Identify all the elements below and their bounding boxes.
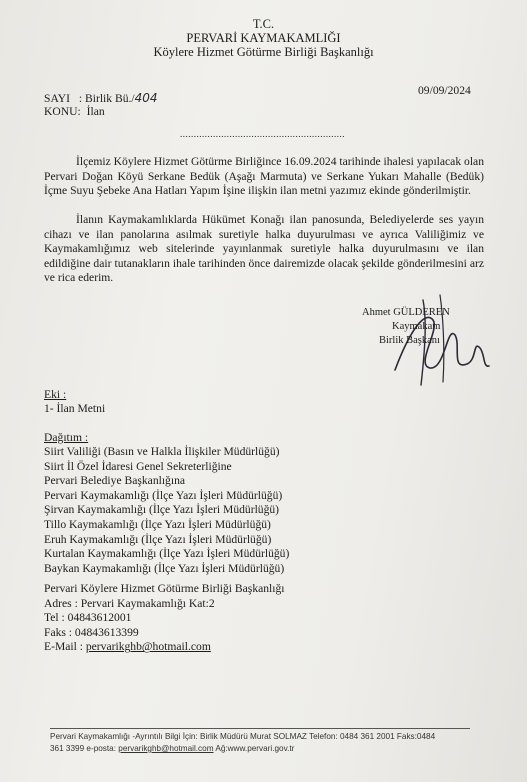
paragraph-2-text: İlanın Kaymakamlıklarda Hükümet Konağı ilan panosunda, Belediyelerde ses yayın cihazı ve ilan panolarına asılmak suretiyle halka duyurulması ve ayrıca Valiliğimiz ve Kaymakamlığımız web sitelerinde yayınlanmak suretiyle halka duyurulmasını ve ilan edildiğine dair tutanakların ihale tarihinden önce dairemizde olacak şekilde gönderilmesini arz ve rica ederim. (44, 213, 484, 285)
konu-row (44, 105, 105, 120)
contact-email-row (44, 640, 484, 655)
list-item: Tillo Kaymakamlığı (İlçe Yazı İşleri Müdürlüğü) (44, 517, 271, 531)
list-item: Eruh Kaymakamlığı (İlçe Yazı İşleri Müdürlüğü) (44, 532, 272, 546)
list-item: Pervari Kaymakamlığı (İlçe Yazı İşleri Müdürlüğü) (44, 488, 283, 502)
attachment-item: 1- İlan Metni (44, 402, 106, 415)
sayi-number: 404 (134, 91, 158, 105)
list-item: Siirt Valiliği (Basın ve Halkla İlişkiler Müdürlüğü) (44, 445, 280, 458)
konu-label: KONU: (44, 105, 81, 118)
contact-tel: Tel : 04843612001 (44, 611, 132, 625)
list-item: Kurtalan Kaymakamlığı (İlçe Yazı İşleri Müdürlüğü) (44, 547, 290, 561)
distribution-list (44, 445, 484, 576)
footer-website: Ağ:www.pervari.gov.tr (213, 744, 295, 753)
contact-block (44, 582, 484, 655)
footer-rule (50, 728, 470, 729)
signatory-name: Ahmet GÜLDEREN (362, 307, 450, 318)
footer-email-link[interactable]: pervarikghb@hotmail.com (118, 744, 214, 753)
sayi-label: SAYI (44, 92, 70, 105)
footer-line-1: Pervari Kaymakamlığı -Ayrıntılı Bilgi İçin: Birlik Müdürü Murat SOLMAZ Telefon: 0484 361 2001 Faks:0484 (50, 732, 436, 741)
list-item: Siirt İl Özel İdaresi Genel Sekreterliğine (44, 459, 232, 473)
contact-fax: Faks : 04843613399 (44, 625, 139, 639)
list-item: Baykan Kaymakamlığı (İlçe Yazı İşleri Müdürlüğü) (44, 561, 285, 575)
sayi-value: : Birlik Bü./ (78, 92, 135, 105)
footer-line-2-start: 361 3399 e-posta: (50, 744, 119, 753)
konu-value: İlan (86, 105, 105, 118)
attachments-label: Eki : (44, 388, 67, 401)
footer-line-2 (50, 743, 520, 755)
contact-org: Pervari Köylere Hizmet Götürme Birliği Başkanlığı (44, 582, 285, 595)
signatory-title: Kaymakam (392, 321, 441, 332)
header-kaymakamlik: PERVARİ KAYMAKAMLIĞI (186, 31, 341, 45)
signatory-position: Birlik Başkanı (379, 335, 440, 346)
header-tc: T.C. (252, 17, 275, 31)
body-paragraph-2 (44, 213, 484, 286)
footer (50, 731, 520, 755)
list-item: Pervari Belediye Başkanlığına (44, 474, 186, 488)
header-birlik: Köylere Hizmet Götürme Birliği Başkanlığı (153, 45, 374, 59)
list-item: Şirvan Kaymakamlığı (İlçe Yazı İşleri Müdürlüğü) (44, 503, 280, 517)
contact-address: Adres : Pervari Kaymakamlığı Kat:2 (44, 596, 215, 610)
distribution-label: Dağıtım : (44, 431, 89, 444)
contact-email-link[interactable]: pervarikghb@hotmail.com (85, 640, 211, 654)
contact-email-label: E-Mail : (44, 640, 86, 654)
document-date: 09/09/2024 (418, 84, 471, 97)
body-paragraph-1 (44, 155, 484, 199)
paragraph-1-text: İlçemiz Köylere Hizmet Götürme Birliğince 16.09.2024 tarihinde ihalesi yapılacak olan Pervari Doğan Köyü Serkane Bedük (Aşağı Marmuta) ve Serkane Yukarı Mahalle (Bedük) İçme Suyu Şebeke Ana Hatları Yapım İşine ilişkin ilan metni yazımız ekinde gönderilmiştir. (44, 155, 484, 198)
dotted-separator: ............................................................ (180, 129, 345, 139)
